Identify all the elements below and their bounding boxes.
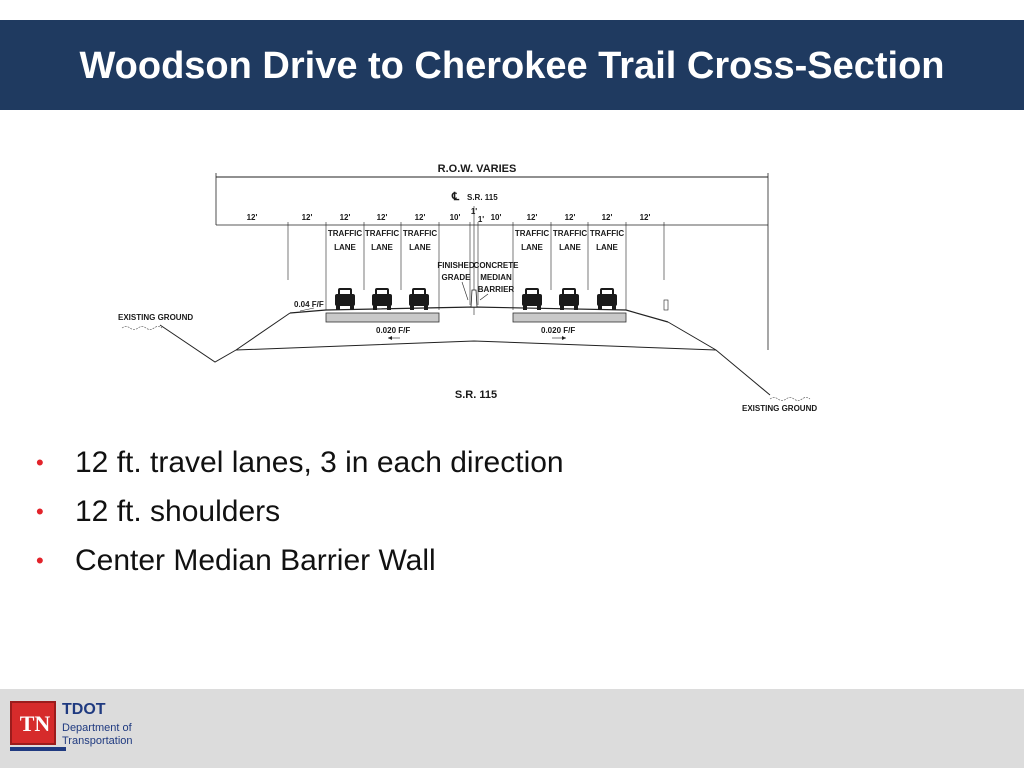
svg-text:TRAFFIC: TRAFFIC (327, 229, 363, 238)
bullet-item (34, 538, 564, 587)
footer-bar (0, 689, 1024, 768)
slope-left-label: 0.04 F/F (294, 300, 324, 309)
svg-text:LANE: LANE (371, 243, 393, 252)
vehicle-icon (335, 288, 355, 310)
tn-logo-mark (10, 701, 56, 745)
dim-right-inside-shoulder: 10' (490, 213, 502, 222)
bullet-icon: • (36, 450, 44, 475)
median-barrier (471, 290, 477, 307)
dim-left-shoulder-outer: 12' (246, 213, 258, 222)
dim-center-top: 1' (470, 207, 478, 216)
logo-stripe (10, 747, 66, 751)
bullet-list (34, 440, 564, 587)
bullet-text: 12 ft. shoulders (75, 495, 281, 528)
svg-text:LANE: LANE (409, 243, 431, 252)
bullet-icon: • (36, 499, 44, 524)
lane-labels (328, 229, 624, 252)
median-barrier-label-3: BARRIER (477, 285, 515, 294)
bullet-text: Center Median Barrier Wall (75, 544, 436, 577)
dim-left-shoulder: 12' (301, 213, 313, 222)
finished-grade-label-2: GRADE (441, 273, 471, 282)
finished-grade-label: FINISHED (437, 261, 475, 270)
vehicle-icon (597, 288, 617, 310)
route-label: S.R. 115 (454, 389, 498, 401)
svg-text:TRAFFIC: TRAFFIC (514, 229, 550, 238)
dim-left-lane-1: 12' (339, 213, 351, 222)
svg-text:LANE: LANE (334, 243, 356, 252)
svg-text:LANE: LANE (521, 243, 543, 252)
bullet-text: 12 ft. travel lanes, 3 in each direction (75, 446, 564, 479)
svg-text:TRAFFIC: TRAFFIC (589, 229, 625, 238)
right-side-slope (668, 322, 770, 395)
existing-ground-right-label: EXISTING GROUND (742, 404, 818, 413)
cross-section-diagram (0, 150, 1024, 430)
cross-slope-right-label: 0.020 F/F (541, 326, 576, 335)
pavement-left (326, 313, 439, 322)
dim-left-lane-2: 12' (376, 213, 388, 222)
pavement-right (513, 313, 626, 322)
dim-right-lane-1: 12' (526, 213, 538, 222)
svg-text:TRAFFIC: TRAFFIC (552, 229, 588, 238)
org-line-1: Department of (62, 722, 132, 734)
existing-ground-left-label: EXISTING GROUND (118, 313, 194, 322)
org-line-2: Transportation (62, 735, 133, 747)
guardrail-post (664, 300, 668, 310)
vehicle-icon (409, 288, 429, 310)
row-label: R.O.W. VARIES (437, 163, 517, 175)
svg-text:TRAFFIC: TRAFFIC (364, 229, 400, 238)
bullet-item (34, 489, 564, 538)
org-name: TDOT (62, 701, 106, 718)
dim-center: 1' (477, 215, 485, 224)
subgrade-line (236, 341, 716, 350)
vehicle-icon (559, 288, 579, 310)
svg-text:LANE: LANE (559, 243, 581, 252)
tdot-logo (10, 701, 150, 757)
dim-right-shoulder: 12' (639, 213, 651, 222)
svg-text:TRAFFIC: TRAFFIC (402, 229, 438, 238)
slide-title: Woodson Drive to Cherokee Trail Cross-Section (79, 45, 945, 87)
centerline-symbol: ℄ (452, 191, 460, 203)
median-barrier-label-2: MEDIAN (480, 273, 512, 282)
dim-left-lane-3: 12' (414, 213, 426, 222)
tn-logo-text: TN (19, 711, 51, 736)
vehicle-icon (522, 288, 542, 310)
dim-left-inside-shoulder: 10' (449, 213, 461, 222)
bullet-item (34, 440, 564, 489)
centerline-route: S.R. 115 (467, 193, 498, 202)
vehicle-icon (372, 288, 392, 310)
median-barrier-label: CONCRETE (473, 261, 519, 270)
cross-slope-left-label: 0.020 F/F (376, 326, 411, 335)
svg-text:LANE: LANE (596, 243, 618, 252)
dim-right-lane-2: 12' (564, 213, 576, 222)
title-bar (0, 20, 1024, 110)
dim-right-lane-3: 12' (601, 213, 613, 222)
bullet-icon: • (36, 548, 44, 573)
